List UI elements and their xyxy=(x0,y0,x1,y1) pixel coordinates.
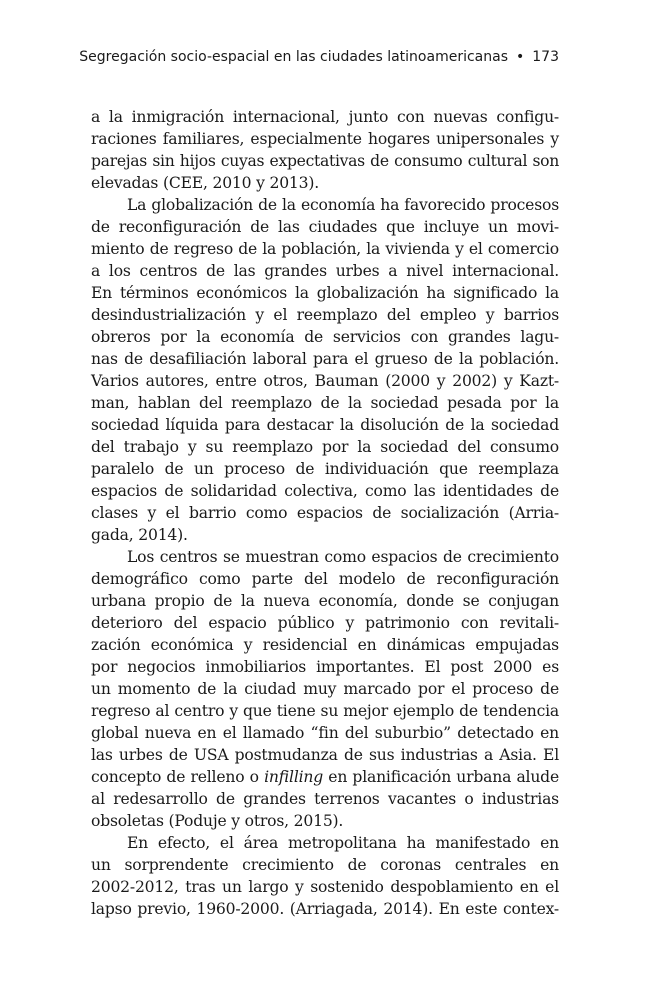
body-text xyxy=(91,106,559,920)
text-line: deterioro del espacio público y patrimonio con revitali- xyxy=(91,614,559,632)
page-number: 173 xyxy=(532,49,559,65)
text-line: sociedad líquida para destacar la disolución de la sociedad xyxy=(91,416,559,434)
text-line: urbana propio de la nueva economía, donde se conjugan xyxy=(91,592,559,610)
text-line: por negocios inmobiliarios importantes. El post 2000 es xyxy=(91,658,559,676)
text-line: En efecto, el área metropolitana ha manifestado en xyxy=(127,834,559,852)
text-line: 2002-2012, tras un largo y sostenido despoblamiento en el xyxy=(91,878,559,896)
text-line: demográfico como parte del modelo de reconfiguración xyxy=(91,570,559,588)
text-line: espacios de solidaridad colectiva, como las identidades de xyxy=(91,482,559,500)
text-line: lapso previo, 1960-2000. (Arriagada, 2014). En este contex- xyxy=(91,900,559,918)
text-line: regreso al centro y que tiene su mejor ejemplo de tendencia xyxy=(91,702,559,720)
text-line: obreros por la economía de servicios con grandes lagu- xyxy=(91,328,559,346)
text-line: clases y el barrio como espacios de socialización (Arria- xyxy=(91,504,559,522)
text-line: gada, 2014). xyxy=(91,526,188,544)
text-line: En términos económicos la globalización ha significado la xyxy=(91,284,559,302)
header-separator: • xyxy=(516,49,525,65)
text-line: parejas sin hijos cuyas expectativas de consumo cultural son xyxy=(91,152,559,170)
text-fragment: concepto de relleno o xyxy=(91,768,265,786)
text-line: paralelo de un proceso de individuación que reemplaza xyxy=(91,460,559,478)
text-line: La globalización de la economía ha favorecido procesos xyxy=(127,196,559,214)
text-line: al redesarrollo de grandes terrenos vacantes o industrias xyxy=(91,790,559,808)
text-line: a la inmigración internacional, junto con nuevas configu- xyxy=(91,108,559,126)
text-line: de reconfiguración de las ciudades que incluye un movi- xyxy=(91,218,559,236)
text-line: obsoletas (Poduje y otros, 2015). xyxy=(91,812,344,830)
text-line xyxy=(91,766,559,788)
text-line: desindustrialización y el reemplazo del empleo y barrios xyxy=(91,306,559,324)
text-line: un sorprendente crecimiento de coronas centrales en xyxy=(91,856,559,874)
text-line: man, hablan del reemplazo de la sociedad pesada por la xyxy=(91,394,559,412)
running-title: Segregación socio-espacial en las ciudades latinoamericanas xyxy=(79,49,508,65)
text-line: elevadas (CEE, 2010 y 2013). xyxy=(91,174,320,192)
text-fragment: en planificación urbana alude xyxy=(323,768,559,786)
text-line: raciones familiares, especialmente hogares unipersonales y xyxy=(91,130,559,148)
text-line: Los centros se muestran como espacios de crecimiento xyxy=(127,548,559,566)
text-line: zación económica y residencial en dinámicas empujadas xyxy=(91,636,559,654)
text-line: las urbes de USA postmudanza de sus industrias a Asia. El xyxy=(91,746,559,764)
text-line: nas de desafiliación laboral para el grueso de la población. xyxy=(91,350,559,368)
italic-term: infilling xyxy=(264,768,324,786)
text-line: miento de regreso de la población, la vivienda y el comercio xyxy=(91,240,559,258)
text-line: del trabajo y su reemplazo por la sociedad del consumo xyxy=(91,438,559,456)
text-line: a los centros de las grandes urbes a nivel internacional. xyxy=(91,262,559,280)
text-line: Varios autores, entre otros, Bauman (2000 y 2002) y Kazt- xyxy=(91,372,559,390)
text-line: un momento de la ciudad muy marcado por el proceso de xyxy=(91,680,559,698)
text-line: global nueva en el llamado “fin del suburbio” detectado en xyxy=(91,724,559,742)
running-header xyxy=(79,44,559,70)
